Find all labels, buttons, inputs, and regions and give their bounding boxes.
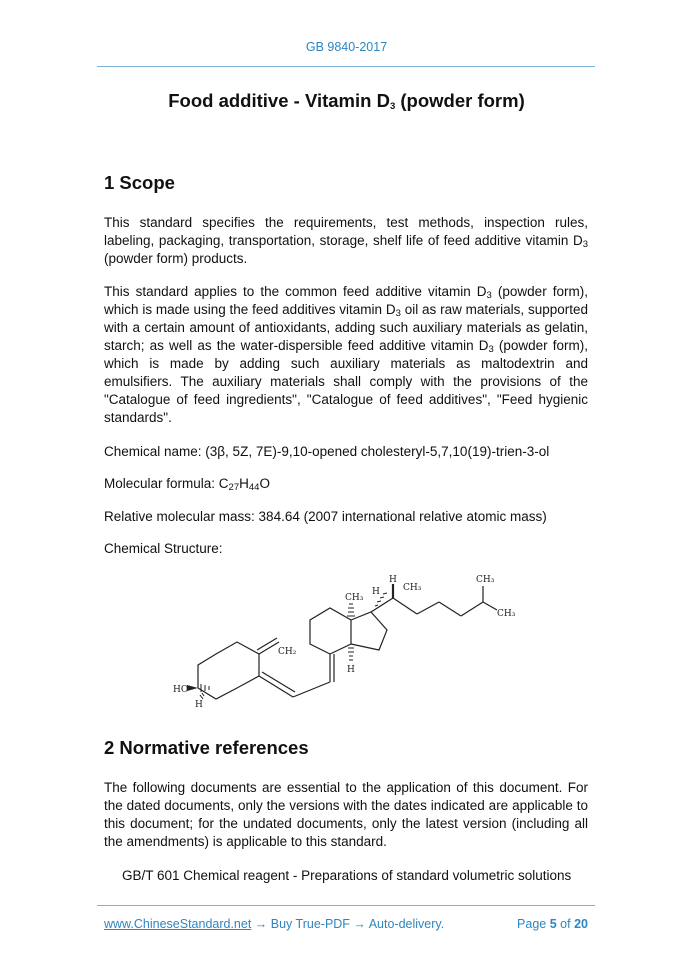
header-code: GB 9840-2017 — [305, 40, 388, 54]
page-title: Food additive - Vitamin $D_3$ (powder form) — [168, 90, 525, 112]
scope-paragraph-1: This standard specifies the requirements, test methods, inspection rules, labeling, packaging, transportation, storage, shelf life of feed additive vitamin $D_3$ (powder form) products. — [104, 215, 588, 266]
footer-website-link[interactable]: www.ChineseStandard.net — [104, 917, 252, 931]
structure-label: Chemical Structure: — [104, 541, 223, 556]
footer — [104, 917, 588, 931]
footer-rule — [97, 905, 595, 906]
page-number: Page 5 of 20 — [517, 917, 588, 931]
scope-paragraph-2: This standard applies to the common feed additive vitamin $D_3$ (powder form), which is made using the feed additives vitamin $D_3$ oil as raw materials, supported with a certain amount of antioxidants, adding such auxiliary materials as gelatin, starch; as well as the water-dispersible feed additive vitamin $D_3$ (powder form), which is made by adding such auxiliary materials as maltodextrin and emulsifiers. The auxiliary materials shall comply with the provisions of the "Catalogue of feed ingredients", "Catalogue of feed additives", "Feed hygienic standards". — [104, 284, 588, 425]
label-h-ring: H — [372, 587, 380, 597]
molecular-mass: Relative molecular mass: 384.64 (2007 international relative atomic mass) — [104, 509, 547, 524]
chemical-name: Chemical name: (3β, 5Z, 7E)-9,10-opened cholesteryl-5,7,10(19)-trien-3-ol — [104, 444, 550, 459]
label-ch2: CH₂ — [278, 647, 297, 657]
label-h-top: H — [389, 575, 397, 585]
vitamin-d3-structure-diagram — [175, 572, 525, 712]
label-ch3-ring: CH₃ — [345, 593, 364, 603]
label-ho: HO — [173, 685, 189, 695]
label-h-bottom: H — [195, 700, 203, 710]
header-rule — [97, 66, 595, 67]
footer-tagline: → Buy True-PDF → Auto-delivery. — [251, 917, 445, 931]
label-ch3-right-1: CH₃ — [476, 575, 495, 585]
section-heading-normative-references: 2 Normative references — [104, 737, 309, 758]
references-paragraph: The following documents are essential to the application of this document. For the dated documents, only the versions with the dates indicated are applicable to this document; for the undated documents, only the latest version (including all the amendments) is applicable to this standard. — [104, 780, 588, 849]
label-ch3-right-2: CH₃ — [497, 609, 516, 619]
section-heading-scope: 1 Scope — [104, 172, 175, 193]
label-h-junction: H — [347, 665, 355, 675]
label-ch3-side: CH₃ — [403, 583, 422, 593]
reference-item: GB/T 601 Chemical reagent - Preparations of standard volumetric solutions — [122, 868, 572, 883]
molecular-formula: Molecular formula: $C_{27}H_{44}O$ — [104, 476, 270, 493]
